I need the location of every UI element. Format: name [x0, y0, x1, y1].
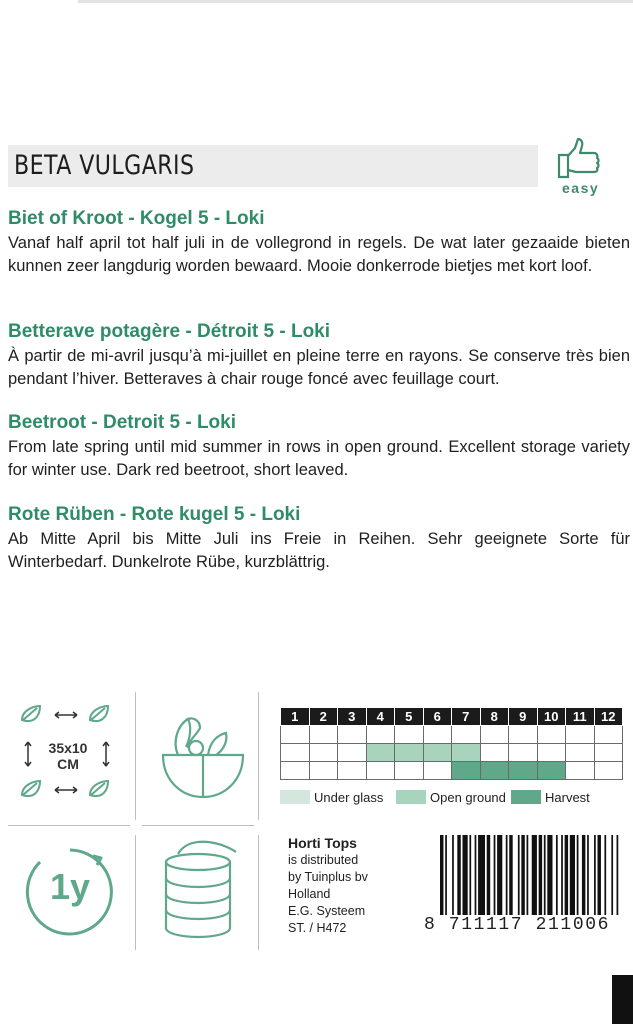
calendar-cell: [594, 744, 623, 762]
barcode-bar: [506, 835, 508, 915]
species-name: BETA VULGARIS: [14, 150, 195, 181]
calendar-cell: [395, 762, 424, 780]
barcode-bar: [561, 835, 563, 915]
sowing-calendar: [280, 707, 623, 780]
calendar-cell: [566, 726, 595, 744]
barcode-bar: [440, 835, 443, 915]
barcode-bar: [565, 835, 568, 915]
variety-text-fr: À partir de mi-avril jusqu’à mi-juillet en pleine terre en rayons. Se conserve très bien pendant l’hiver. Betteraves à chair rouge foncé avec feuillage court.: [8, 347, 630, 388]
legend-swatch: [396, 790, 426, 804]
calendar-cell: [423, 762, 452, 780]
barcode-bar: [598, 835, 601, 915]
open-ground-row: [281, 744, 623, 762]
barcode-number: 8 711117 211006: [424, 915, 611, 935]
calendar-months-row: [281, 708, 623, 726]
calendar-cell: [395, 744, 424, 762]
barcode-bar: [527, 835, 529, 915]
distributor-info: [288, 835, 368, 937]
barcode-bar: [469, 835, 471, 915]
barcode-bar: [532, 835, 537, 915]
month-3: 3: [338, 708, 367, 726]
legend-label: Under glass: [314, 789, 384, 805]
month-1: 1: [281, 708, 310, 726]
barcode-bar: [539, 835, 542, 915]
calendar-cell: [480, 726, 509, 744]
barcode-bar: [587, 835, 589, 915]
barcode-bar: [457, 835, 460, 915]
lifecycle-label: 1y: [49, 866, 91, 907]
month-10: 10: [537, 708, 566, 726]
month-2: 2: [309, 708, 338, 726]
grid-divider: [135, 835, 136, 950]
calendar-cell: [566, 762, 595, 780]
calendar-cell: [509, 762, 538, 780]
month-6: 6: [423, 708, 452, 726]
calendar-cell: [480, 762, 509, 780]
description-de: [8, 504, 630, 574]
distributor-line: is distributed: [288, 853, 359, 867]
calendar-cell: [338, 726, 367, 744]
legend-label: Open ground: [430, 789, 506, 805]
barcode-bar: [478, 835, 485, 915]
calendar-cell: [452, 726, 481, 744]
month-5: 5: [395, 708, 424, 726]
month-7: 7: [452, 708, 481, 726]
top-rule: [78, 0, 633, 3]
easy-label: easy: [562, 180, 600, 196]
storage-jar-icon: [158, 838, 248, 948]
barcode-bar: [452, 835, 454, 915]
grid-divider: [258, 692, 259, 820]
calendar-cell: [366, 726, 395, 744]
calendar-cell: [366, 762, 395, 780]
barcode-bar: [611, 835, 613, 915]
variety-text-de: Ab Mitte April bis Mitte Juli ins Freie in Reihen. Sehr geeignete Sorte für Winterbedarf. Dunkelrote Rübe, kurzblättrig.: [8, 530, 630, 571]
description-fr: [8, 321, 630, 391]
edge-mark: [612, 975, 633, 1024]
calendar-cell: [309, 726, 338, 744]
barcode-bars: [440, 835, 620, 915]
variety-title-en: Beetroot - Detroit 5 - Loki: [8, 412, 237, 433]
calendar-cell: [480, 744, 509, 762]
calendar-cell: [537, 726, 566, 744]
harvest-row: [281, 762, 623, 780]
description-en: [8, 412, 630, 482]
calendar-cell: [594, 762, 623, 780]
under-glass-row: [281, 726, 623, 744]
barcode-bar: [547, 835, 552, 915]
easy-badge: [553, 137, 608, 197]
calendar-cell: [309, 744, 338, 762]
legend-label: Harvest: [545, 789, 590, 805]
grid-divider: [142, 825, 254, 826]
legend-open-ground: [396, 789, 506, 805]
calendar-cell: [509, 744, 538, 762]
barcode-bar: [497, 835, 502, 915]
barcode-bar: [487, 835, 490, 915]
variety-title-de: Rote Rüben - Rote kugel 5 - Loki: [8, 504, 301, 525]
month-9: 9: [509, 708, 538, 726]
barcode-bar: [518, 835, 520, 915]
calendar-cell: [338, 762, 367, 780]
month-4: 4: [366, 708, 395, 726]
month-11: 11: [566, 708, 595, 726]
variety-text-en: From late spring until mid summer in rows in open ground. Excellent storage variety for winter use. Dark red beetroot, short leaved.: [8, 438, 630, 479]
calendar-cell: [281, 726, 310, 744]
grid-divider: [135, 692, 136, 820]
barcode-bar: [594, 835, 596, 915]
calendar-cell: [509, 726, 538, 744]
thumbs-up-icon: [553, 137, 608, 181]
barcode-bar: [582, 835, 585, 915]
barcode-bar: [570, 835, 575, 915]
calendar-cell: [594, 726, 623, 744]
spacing-icon: [10, 700, 130, 810]
distributor-line: Holland: [288, 887, 331, 901]
barcode-bar: [463, 835, 468, 915]
barcode-bar: [509, 835, 512, 915]
calendar-cell: [338, 744, 367, 762]
calendar-cell: [537, 762, 566, 780]
spacing-unit: CM: [57, 756, 79, 772]
calendar-cell: [452, 744, 481, 762]
barcode-bar: [544, 835, 546, 915]
grid-divider: [8, 825, 130, 826]
description-nl: [8, 208, 630, 278]
calendar-cell: [452, 762, 481, 780]
calendar-cell: [423, 744, 452, 762]
distributor-line: E.G. Systeem: [288, 904, 366, 918]
calendar-cell: [423, 726, 452, 744]
calendar-cell: [566, 744, 595, 762]
barcode-bar: [577, 835, 579, 915]
month-8: 8: [480, 708, 509, 726]
legend-harvest: [511, 789, 590, 805]
calendar-cell: [537, 744, 566, 762]
barcode-bar: [604, 835, 606, 915]
vegetable-bowl-icon: [158, 700, 248, 810]
variety-text-nl: Vanaf half april tot half juli in de vollegrond in regels. De wat later gezaaide bieten kunnen zeer langdurig worden bewaard. Mooie donkerrode bietjes met kort loof.: [8, 234, 630, 275]
distributor-line: ST. / H472: [288, 921, 347, 935]
variety-title-nl: Biet of Kroot - Kogel 5 - Loki: [8, 208, 265, 229]
calendar-cell: [281, 744, 310, 762]
calendar-cell: [395, 726, 424, 744]
barcode-bar: [521, 835, 524, 915]
lifecycle-icon: [15, 842, 125, 942]
barcode-bar: [494, 835, 496, 915]
distributor-line: by Tuinplus bv: [288, 870, 368, 884]
barcode-bar: [617, 835, 619, 915]
legend-swatch: [511, 790, 541, 804]
barcode-bar: [475, 835, 477, 915]
barcode-bar: [445, 835, 447, 915]
distributor-title: Horti Tops: [288, 835, 357, 851]
month-12: 12: [594, 708, 623, 726]
calendar-cell: [309, 762, 338, 780]
spacing-value: 35x10: [48, 740, 88, 756]
calendar-cell: [281, 762, 310, 780]
calendar-cell: [366, 744, 395, 762]
legend-swatch: [280, 790, 310, 804]
variety-title-fr: Betterave potagère - Détroit 5 - Loki: [8, 321, 331, 342]
barcode-bar: [556, 835, 558, 915]
legend-under-glass: [280, 789, 383, 805]
grid-divider: [258, 835, 259, 950]
